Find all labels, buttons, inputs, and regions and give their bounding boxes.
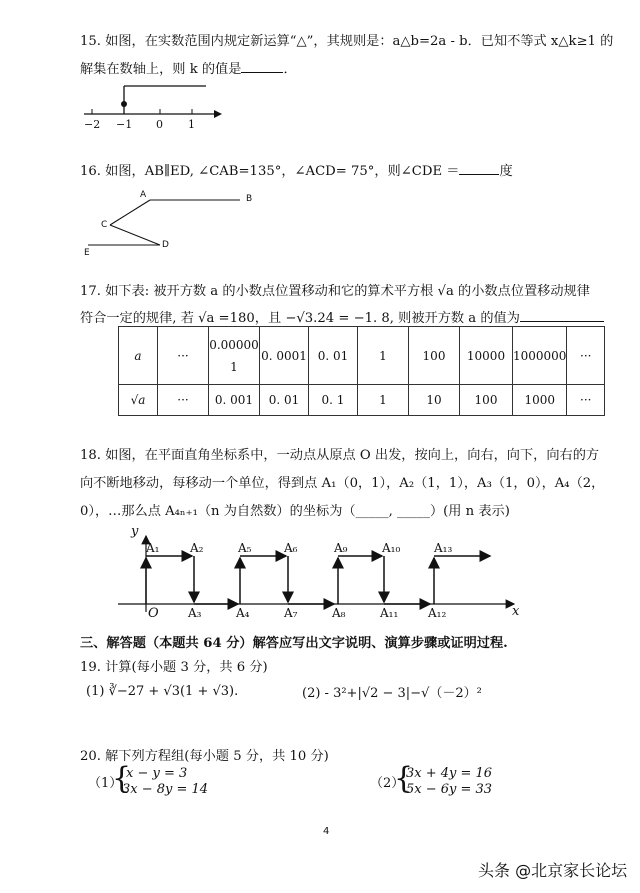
q20-title: 20. 解下列方程组(每小题 5 分，共 10 分)	[80, 749, 329, 764]
table-cell: 1	[358, 327, 409, 385]
table-cell: 0. 01	[260, 385, 309, 416]
point-label: A₃	[188, 606, 202, 620]
table-cell: √a	[119, 385, 158, 416]
tick-label: −2	[84, 118, 101, 131]
point-label: A₈	[332, 606, 346, 620]
page-number: 4	[323, 826, 330, 837]
q15-line2-prefix: 解集在数轴上，则 k 的值是	[80, 62, 242, 77]
q20-part2-eq2: 5x − 6y = 33	[406, 782, 493, 797]
table-cell: ···	[567, 327, 605, 385]
q19-part2: (2) - 3²+|√2 − 3|−√（－2）²	[302, 686, 482, 701]
table-row	[119, 327, 605, 385]
point-label: A₆	[284, 541, 298, 555]
section-heading: 三、解答题（本题共 64 分）解答应写出文字说明、演算步骤或证明过程.	[80, 636, 508, 651]
footer-attribution: 头条 @北京家长论坛	[478, 861, 628, 880]
table-cell: ···	[158, 385, 209, 416]
answer-blank	[459, 174, 499, 175]
table-cell: 10	[409, 385, 460, 416]
q17-line2-text: 符合一定的规律, 若 √a =180，且 −√3.24 = −1. 8, 则被开方数 a 的值为	[80, 311, 520, 326]
point-label: A₉	[334, 541, 348, 555]
table-cell: 0.00000 1	[209, 327, 260, 385]
table-cell: 1	[358, 385, 409, 416]
q16-text-suffix: 度	[499, 164, 513, 179]
q20-part2-label: （2）	[370, 776, 405, 791]
q17-line1: 17. 如下表: 被开方数 a 的小数点位置移动和它的算术平方根 √a 的小数点位置移动规律	[80, 284, 590, 299]
q15-line2-suffix: ．	[283, 62, 297, 77]
q20-part1-eq1: x − y = 3	[126, 766, 188, 781]
q16-text	[80, 160, 513, 179]
table-cell: 100	[460, 385, 513, 416]
point-label: A₄	[236, 606, 250, 620]
point-label-d: D	[162, 240, 169, 250]
table-cell: 0. 001	[209, 385, 260, 416]
point-label: A₁	[146, 541, 160, 555]
point-label: A₇	[284, 606, 298, 620]
q20-part2-eq1: 3x + 4y = 16	[406, 766, 493, 781]
table-cell: 0. 1	[309, 385, 358, 416]
q20-part1-eq2: 3x − 8y = 14	[122, 782, 209, 797]
brace-icon: {	[394, 761, 414, 796]
tick-label: −1	[116, 118, 133, 131]
point-label: A₁₁	[380, 606, 399, 620]
table-cell: 0. 01	[309, 327, 358, 385]
point-label: A₁₂	[428, 606, 447, 620]
q20-part1-label: （1）	[88, 776, 123, 791]
q19-title: 19. 计算(每小题 3 分，共 6 分)	[80, 660, 268, 675]
point-label-a: A	[140, 190, 147, 200]
sqrt-table	[118, 326, 605, 416]
point-label: A₅	[238, 541, 252, 555]
point-label: A₁₃	[434, 541, 453, 555]
origin-label: O	[148, 606, 159, 621]
tick-label: 1	[188, 118, 195, 131]
q18-line1: 18. 如图，在平面直角坐标系中，一动点从原点 O 出发，按向上，向右，向下，向右的方	[80, 448, 600, 463]
q19-part1: (1) ∛−27 + √3(1 + √3).	[86, 684, 239, 699]
answer-blank	[241, 72, 283, 73]
q16-text-prefix: 16. 如图，AB∥ED, ∠CAB=135°，∠ACD= 75°，则∠CDE ＝	[80, 164, 460, 179]
q15-line2	[80, 58, 297, 77]
q17-line2	[80, 307, 604, 326]
q18-line2: 向不断地移动，每移动一个单位，得到点 A₁（0，1），A₂（1，1），A₃（1，0），A₄（2，	[80, 476, 605, 491]
brace-icon: {	[112, 761, 132, 796]
answer-blank	[520, 321, 604, 322]
point-label-b: B	[246, 194, 253, 204]
table-cell: ···	[567, 385, 605, 416]
y-axis-label: y	[131, 524, 139, 539]
table-cell: a	[119, 327, 158, 385]
point-label: A₁₀	[382, 541, 401, 555]
table-cell: 1000	[513, 385, 567, 416]
point-label-c: C	[101, 220, 108, 230]
table-cell: 100	[409, 327, 460, 385]
x-axis-label: x	[512, 604, 520, 619]
tick-label: 0	[156, 118, 163, 131]
q15-line1: 15. 如图，在实数范围内规定新运算“△”，其规则是：a△b=2a - b．已知不等式 x△k≥1 的	[80, 34, 614, 49]
point-label: A₂	[190, 541, 204, 555]
table-cell: 1000000	[513, 327, 567, 385]
table-row	[119, 385, 605, 416]
table-cell: ···	[158, 327, 209, 385]
table-cell: 10000	[460, 327, 513, 385]
table-cell: 0. 0001	[260, 327, 309, 385]
q18-line3: 0），…那么点 A₄ₙ₊₁（n 为自然数）的坐标为（_____, _____）(用 n 表示)	[80, 504, 510, 519]
point-label-e: E	[84, 248, 90, 258]
